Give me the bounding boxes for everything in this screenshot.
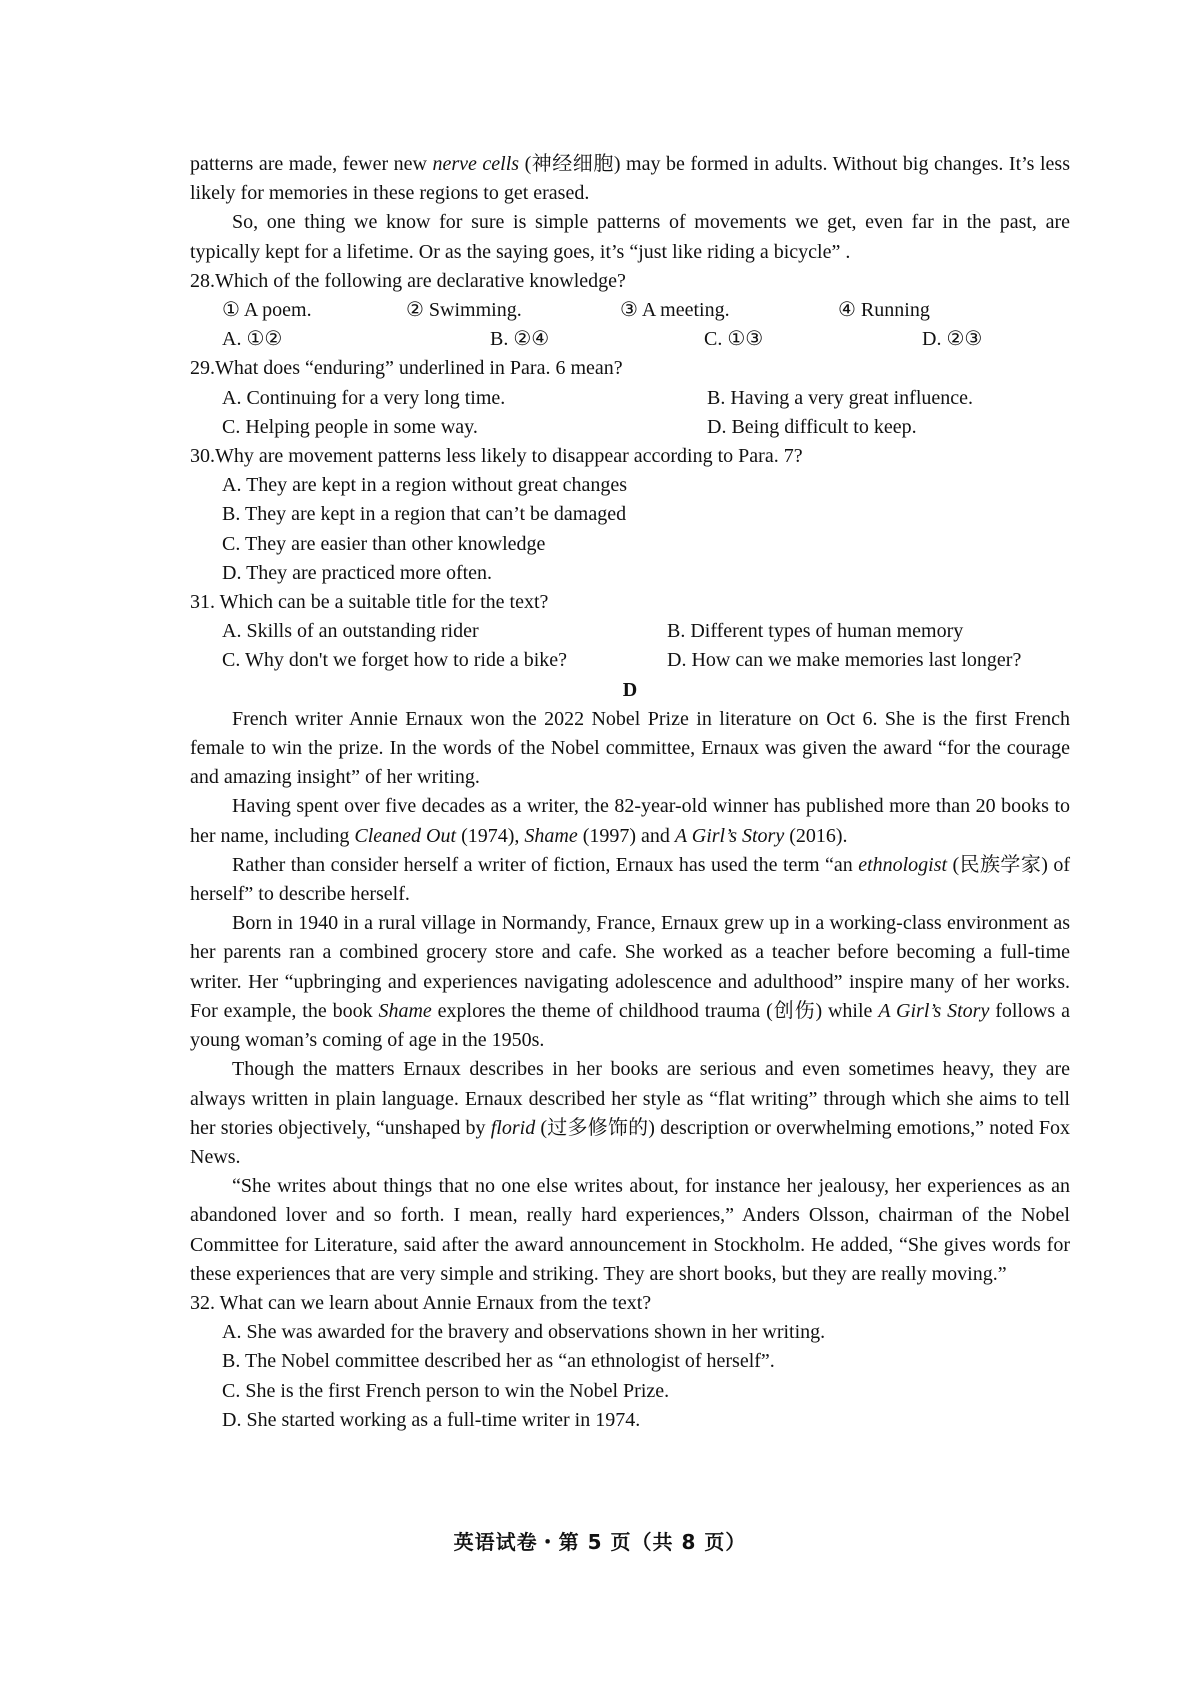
q28-item-3: ③ A meeting. (620, 299, 730, 322)
question-29-stem: 29.What does “enduring” underlined in Para. 6 mean? (190, 357, 623, 380)
q28-option-a: A. ①② (222, 328, 283, 351)
page-content (190, 150, 1070, 1435)
section-d-paragraph-1: French writer Annie Ernaux won the 2022 Nobel Prize in literature on Oct 6. She is the first French female to win the prize. In the words of the Nobel committee, Ernaux was given the award “for the courage and amazing insight” of her writing. (190, 707, 1070, 789)
q32-option-c: C. She is the first French person to win the Nobel Prize. (222, 1379, 670, 1402)
q29-option-c: C. Helping people in some way. (222, 415, 478, 438)
q30-option-d: D. They are practiced more often. (222, 561, 493, 584)
q31-option-b: B. Different types of human memory (667, 620, 964, 643)
q29-option-a: A. Continuing for a very long time. (222, 386, 506, 409)
q31-option-d: D. How can we make memories last longer? (667, 649, 1022, 672)
q28-item-4: ④ Running (838, 299, 930, 322)
q28-option-d: D. ②③ (922, 328, 983, 351)
q28-item-1: ① A poem. (222, 299, 312, 322)
section-d-paragraph-3: Rather than consider herself a writer of fiction, Ernaux has used the term “an ethnologist (民族学家) of herself” to describe herself. (190, 853, 1070, 906)
paragraph-continued: patterns are made, fewer new nerve cells (神经细胞) may be formed in adults. Without big changes. It’s less likely for memories in these regions to get erased. (190, 153, 1070, 205)
section-d-paragraph-5: Though the matters Ernaux describes in her books are serious and even sometimes heavy, they are always written in plain language. Ernaux described her style as “flat writing” through which she aims to tell her stories objectively, “unshaped by florid (过多修饰的) description or overwhelming emotions,” noted Fox News. (190, 1058, 1070, 1168)
q32-option-b: B. The Nobel committee described her as “an ethnologist of herself”. (222, 1350, 775, 1373)
paragraph-conclusion: So, one thing we know for sure is simple patterns of movements we get, even far in the past, are typically kept for a lifetime. Or as the saying goes, it’s “just like riding a bicycle” . (190, 211, 1070, 263)
question-28-items (190, 296, 1070, 325)
q29-option-d: D. Being difficult to keep. (707, 415, 917, 438)
question-29-options-row-2 (190, 413, 1070, 442)
q30-option-a: A. They are kept in a region without great changes (222, 474, 628, 497)
q31-option-c: C. Why don't we forget how to ride a bike? (222, 649, 568, 672)
question-30-stem: 30.Why are movement patterns less likely to disappear according to Para. 7? (190, 445, 803, 468)
q30-option-b: B. They are kept in a region that can’t be damaged (222, 503, 627, 526)
q31-option-a: A. Skills of an outstanding rider (222, 620, 479, 643)
section-d-label: D (622, 678, 638, 701)
question-28-options (190, 325, 1070, 354)
q29-option-b: B. Having a very great influence. (707, 386, 974, 409)
section-d-paragraph-4: Born in 1940 in a rural village in Normandy, France, Ernaux grew up in a working-class environment as her parents ran a combined grocery store and cafe. She worked as a teacher before becoming a full-time writer. Her “upbringing and experiences navigating adolescence and adulthood” inspire many of her works. For example, the book Shame explores the theme of childhood trauma (创伤) while A Girl’s Story follows a young woman’s coming of age in the 1950s. (190, 912, 1070, 1052)
q32-option-a: A. She was awarded for the bravery and observations shown in her writing. (222, 1321, 826, 1344)
section-d-paragraph-2: Having spent over five decades as a writer, the 82-year-old winner has published more than 20 books to her name, including Cleaned Out (1974), Shame (1997) and A Girl’s Story (2016). (190, 795, 1070, 847)
q28-option-b: B. ②④ (490, 328, 550, 351)
page-footer: 英语试卷・第 5 页（共 8 页） (453, 1530, 747, 1554)
q32-option-d: D. She started working as a full-time writer in 1974. (222, 1408, 641, 1431)
q30-option-c: C. They are easier than other knowledge (222, 532, 546, 555)
q28-option-c: C. ①③ (704, 328, 764, 351)
question-31-stem: 31. Which can be a suitable title for the text? (190, 591, 549, 614)
q28-item-2: ② Swimming. (406, 299, 522, 322)
question-31-options-row-2 (190, 646, 1070, 675)
section-d-paragraph-6: “She writes about things that no one else writes about, for instance her jealousy, her experiences as an abandoned lover and so forth. I mean, really hard experiences,” Anders Olsson, chairman of the Nobel Committee for Literature, said after the award announcement in Stockholm. He added, “She gives words for these experiences that are very simple and striking. They are short books, but they are really moving.” (190, 1175, 1070, 1285)
question-28-stem: 28.Which of the following are declarative knowledge? (190, 269, 626, 292)
question-29-options-row-1 (190, 384, 1070, 413)
question-32-stem: 32. What can we learn about Annie Ernaux from the text? (190, 1291, 652, 1314)
question-31-options-row-1 (190, 617, 1070, 646)
